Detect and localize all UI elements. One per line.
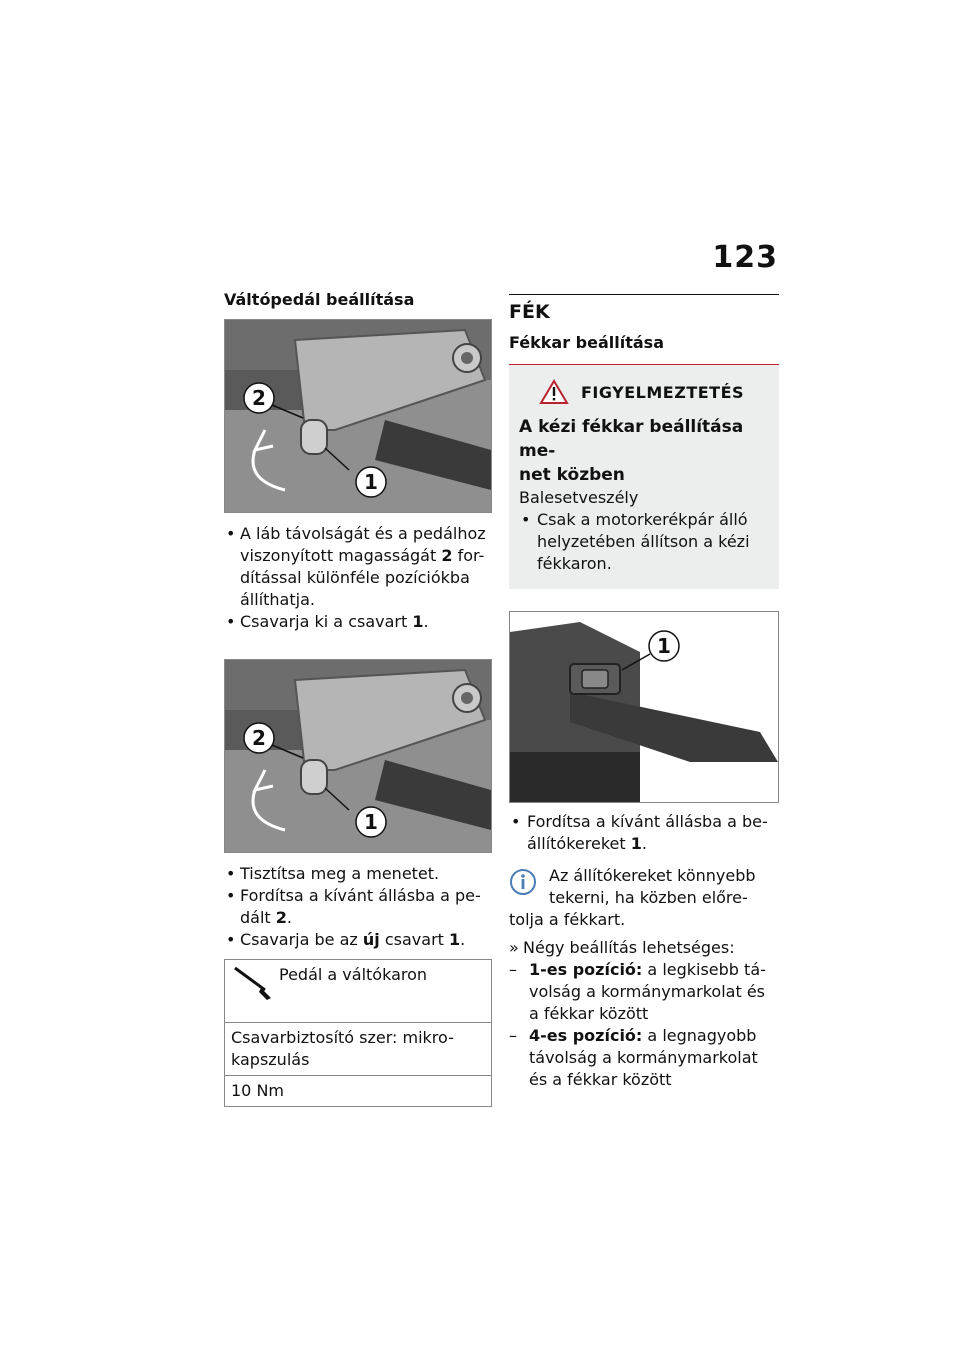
spec-locking-text: Csavarbiztosító szer: mikro- [231, 1028, 454, 1047]
step-text: • Fordítsa a kívánt állásba a pe- [240, 886, 481, 905]
callout-label-1: 1 [657, 634, 671, 658]
step-text: • Fordítsa a kívánt állásba a be- [527, 812, 768, 831]
step-text: viszonyított magasságát [240, 546, 437, 565]
warning-instruction [519, 509, 771, 575]
callout-label-1: 1 [364, 470, 378, 494]
warning-instruction-text: fékkaron. [537, 554, 612, 573]
option-text: távolság a kormánymarkolat [529, 1048, 758, 1067]
right-column [509, 286, 779, 1091]
step-clean-thread [224, 863, 492, 885]
brake-lever-photo [509, 611, 779, 803]
left-column [224, 286, 492, 1107]
ref-number: 2 [441, 546, 453, 565]
option-text: és a fékkar között [529, 1070, 672, 1089]
option-position-4 [509, 1025, 779, 1091]
step-text: állíthatja. [240, 590, 315, 609]
step-text: for- [452, 546, 485, 565]
result-text: Négy beállítás lehetséges: [523, 938, 735, 957]
step-text: Csavarja ki a csavart [240, 612, 408, 631]
ref-number: 1 [412, 612, 424, 631]
warning-heading-text: net közben [519, 465, 625, 485]
shift-pedal-photo-2 [224, 659, 492, 853]
step-text: dítással különféle pozíciókba [240, 568, 470, 587]
page-number: 123 [712, 240, 778, 275]
step-adjust-intro [224, 523, 492, 611]
option-text: a legkisebb tá- [647, 960, 766, 979]
section-title-brake: FÉK [509, 301, 550, 323]
warning-box [509, 365, 779, 589]
warning-heading-text: A kézi fékkar beállítása me- [519, 417, 744, 461]
option-label: 1-es pozíció: [529, 960, 643, 979]
section-rule [509, 294, 779, 295]
emphasis-new: új [362, 930, 380, 949]
warning-risk: Balesetveszély [519, 488, 639, 507]
step-text-line2 [240, 545, 492, 567]
spec-part-label: Pedál a váltókaron [279, 965, 428, 984]
warning-header [539, 379, 771, 405]
step-text: dált [240, 908, 271, 927]
step-text: Tisztítsa meg a menetet. [240, 864, 440, 883]
step-text: állítókereket [527, 834, 626, 853]
step-text: • A láb távolságát és a pedálhoz [240, 524, 486, 543]
option-position-1 [509, 959, 779, 1025]
step-text: csavart [384, 930, 444, 949]
warning-heading [519, 415, 771, 487]
shift-pedal-photo-1 [224, 319, 492, 513]
subsection-title-brake-lever: Fékkar beállítása [509, 333, 664, 352]
brake-lever-illustration [510, 612, 778, 802]
info-note [509, 865, 779, 909]
option-text: volság a kormánymarkolat és [529, 982, 765, 1001]
warning-triangle-icon [539, 379, 569, 405]
spec-row-torque: 10 Nm [225, 1076, 492, 1107]
note-text: tolja a fékkart. [509, 910, 626, 929]
step-text: Csavarja be az [240, 930, 358, 949]
option-text: a fékkar között [529, 1004, 649, 1023]
result-line [509, 937, 779, 959]
torque-spec-table [224, 959, 492, 1107]
wrench-icon [231, 964, 273, 1000]
ref-number: 1 [449, 930, 461, 949]
spec-row-locking [225, 1023, 492, 1076]
option-text: a legnagyobb [647, 1026, 757, 1045]
note-text: tekerni, ha közben előre- [549, 888, 748, 907]
callout-label-2: 2 [252, 386, 266, 410]
step-turn-adjuster: • Fordítsa a kívánt állásba a be- állítókereket 1. [509, 811, 779, 855]
section-title-shift-pedal: Váltópedál beállítása [224, 290, 415, 309]
info-icon [509, 867, 537, 897]
option-label: 4-es pozíció: [529, 1026, 643, 1045]
note-text: Az állítókereket könnyebb [549, 866, 756, 885]
shift-pedal-illustration [225, 320, 491, 512]
ref-number: 2 [275, 908, 287, 927]
callout-label-1: 1 [364, 810, 378, 834]
callout-label-2: 2 [252, 726, 266, 750]
spec-row-part [225, 960, 492, 1023]
warning-label: FIGYELMEZTETÉS [581, 382, 745, 402]
step-unscrew: • Csavarja ki a csavart 1. [224, 611, 492, 633]
step-screw-in: • Csavarja be az új csavart 1. [224, 929, 492, 951]
ref-number: 1 [630, 834, 642, 853]
spec-locking-text: kapszulás [231, 1050, 310, 1069]
warning-instruction-text: helyzetében állítson a kézi [537, 532, 750, 551]
warning-instruction-text: • Csak a motorkerékpár álló [537, 510, 748, 529]
step-turn-pedal: • Fordítsa a kívánt állásba a pe- dált 2. [224, 885, 492, 929]
shift-pedal-illustration-2 [225, 660, 491, 852]
